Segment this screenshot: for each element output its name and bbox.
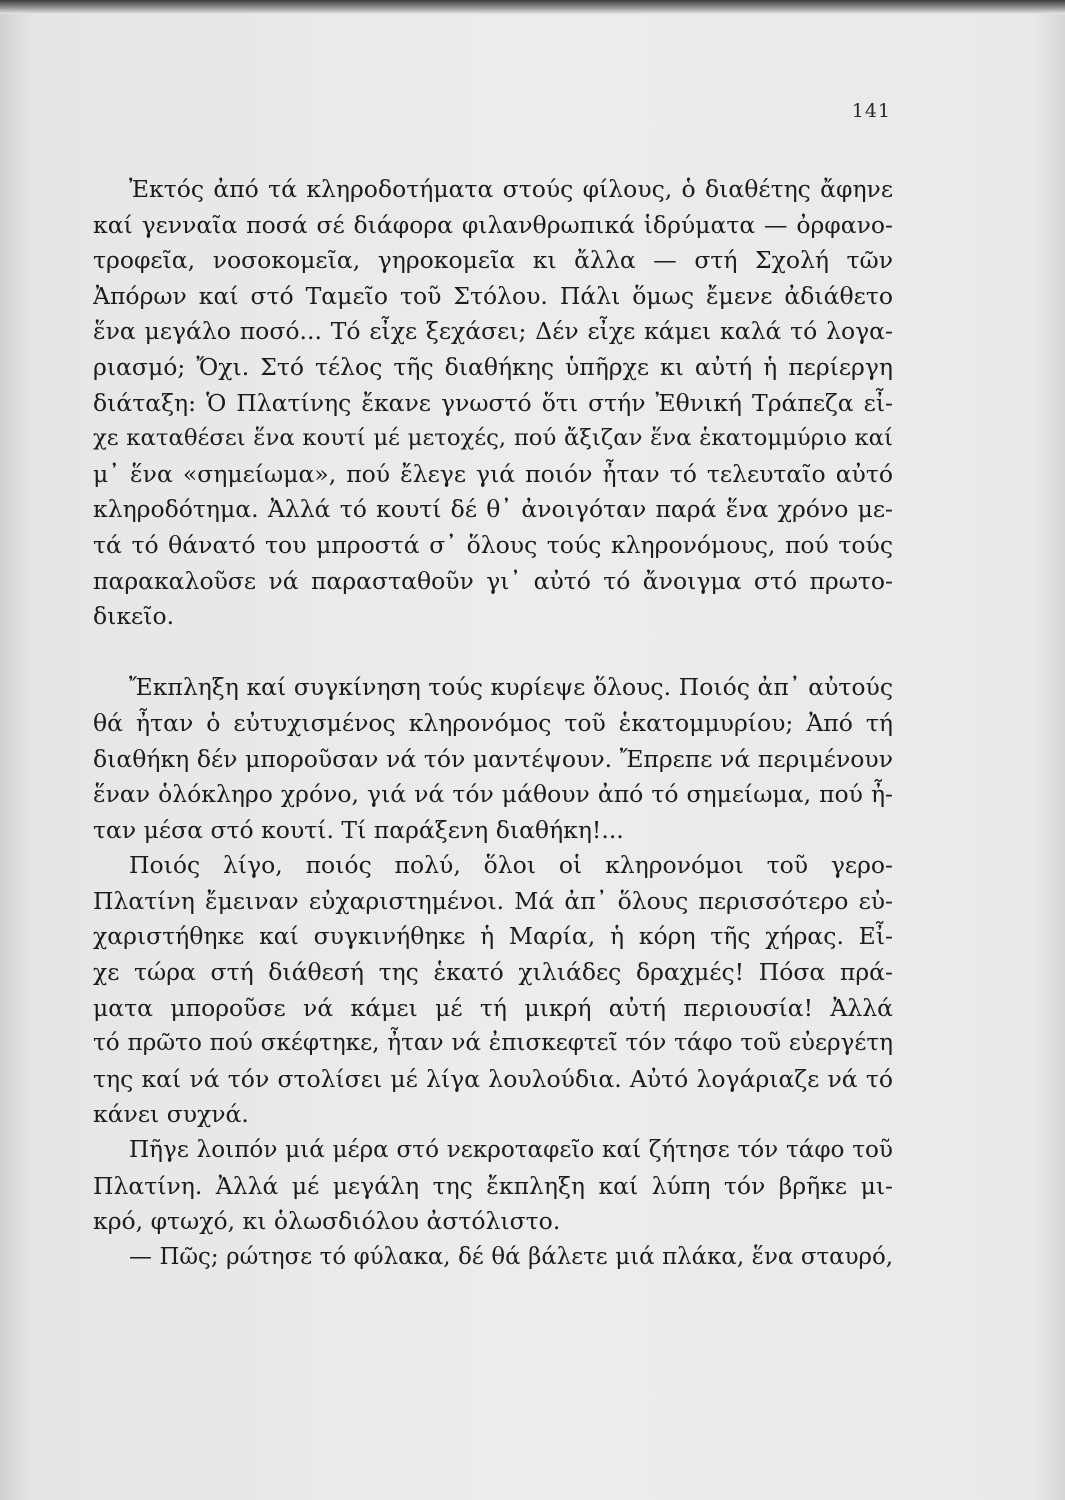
text-line: τά τό θάνατό του μπροστά σ᾿ ὅλους τούς κληρονόμους, πού τούς: [93, 530, 893, 559]
text-line: Πλατίνη ἔμειναν εὐχαριστημένοι. Μά ἀπ᾿ ὅλους περισσότερο εὐ-: [93, 886, 893, 915]
text-line: παρακαλοῦσε νά παρασταθοῦν γι᾿ αὐτό τό ἄνοιγμα στό πρωτο-: [93, 566, 893, 595]
page-number: 141: [851, 100, 891, 122]
text-line: καί γενναῖα ποσά σέ διάφορα φιλανθρωπικά ἱδρύματα — ὀρφανο-: [93, 210, 893, 239]
text-line: Ἀπόρων καί στό Ταμεῖο τοῦ Στόλου. Πάλι ὅμως ἔμενε ἀδιάθετο: [93, 281, 893, 310]
text-line: διάταξη: Ὁ Πλατίνης ἔκανε γνωστό ὅτι στήν Ἐθνική Τράπεζα εἶ-: [93, 388, 893, 417]
text-line: ματα μποροῦσε νά κάμει μέ τή μικρή αὐτή περιουσία! Ἀλλά: [93, 993, 893, 1022]
text-line: χε τώρα στή διάθεσή της ἑκατό χιλιάδες δραχμές! Πόσα πρά-: [93, 958, 893, 987]
paragraph-gap: [93, 635, 893, 671]
text-line: Πλατίνη. Ἀλλά μέ μεγάλη της ἔκπληξη καί λύπη τόν βρῆκε μι-: [93, 1171, 893, 1200]
text-line: τροφεῖα, νοσοκομεῖα, γηροκομεῖα κι ἄλλα — στή Σχολή τῶν: [93, 246, 893, 275]
text-line: Πῆγε λοιπόν μιά μέρα στό νεκροταφεῖο καί ζήτησε τόν τάφο τοῦ: [129, 1137, 893, 1164]
text-line: χαριστήθηκε καί συγκινήθηκε ἡ Μαρία, ἡ κόρη τῆς χήρας. Εἶ-: [93, 922, 893, 951]
text-line: ἕνα μεγάλο ποσό... Τό εἶχε ξεχάσει; Δέν εἶχε κάμει καλά τό λογα-: [93, 317, 893, 346]
text-line: Ποιός λίγο, ποιός πολύ, ὅλοι οἱ κληρονόμοι τοῦ γερο-: [129, 851, 893, 880]
text-line: ἕναν ὁλόκληρο χρόνο, γιά νά τόν μάθουν ἀπό τό σημείωμα, πού ἦ-: [93, 780, 893, 809]
text-line: Ἔκπληξη καί συγκίνηση τούς κυρίεψε ὅλους. Ποιός ἀπ᾿ αὐτούς: [129, 673, 893, 702]
body-text: [93, 172, 893, 1275]
text-line: κρό, φτωχό, κι ὁλωσδιόλου ἀστόλιστο.: [93, 1207, 561, 1236]
page-top-edge: [0, 0, 1065, 14]
text-line: της καί νά τόν στολίσει μέ λίγα λουλούδια. Αὐτό λογάριαζε νά τό: [93, 1064, 893, 1093]
text-line: διαθήκη δέν μποροῦσαν νά τόν μαντέψουν. Ἔπρεπε νά περιμένουν: [93, 744, 893, 773]
text-line: κληροδότημα. Ἀλλά τό κουτί δέ θ᾿ ἀνοιγόταν παρά ἕνα χρόνο με-: [93, 495, 893, 524]
text-line: χε καταθέσει ἕνα κουτί μέ μετοχές, πού ἄξιζαν ἕνα ἑκατομμύριο καί: [93, 425, 893, 452]
text-line: ταν μέσα στό κουτί. Τί παράξενη διαθήκη!...: [93, 815, 624, 844]
text-line: ριασμό; Ὄχι. Στό τέλος τῆς διαθήκης ὑπῆρχε κι αὐτή ἡ περίεργη: [93, 352, 893, 381]
text-line: μ᾿ ἕνα «σημείωμα», πού ἔλεγε γιά ποιόν ἦταν τό τελευταῖο αὐτό: [93, 459, 893, 488]
text-line: τό πρῶτο πού σκέφτηκε, ἦταν νά ἐπισκεφτεῖ τόν τάφο τοῦ εὐεργέτη: [93, 1030, 893, 1057]
text-line: θά ἦταν ὁ εὐτυχισμένος κληρονόμος τοῦ ἑκατομμυρίου; Ἀπό τή: [93, 708, 893, 737]
text-line: — Πῶς; ρώτησε τό φύλακα, δέ θά βάλετε μιά πλάκα, ἕνα σταυρό,: [129, 1243, 893, 1270]
text-line: δικεῖο.: [93, 602, 175, 631]
text-line: κάνει συχνά.: [93, 1100, 249, 1129]
text-line: Ἐκτός ἀπό τά κληροδοτήματα στούς φίλους, ὁ διαθέτης ἄφηνε: [129, 175, 893, 203]
